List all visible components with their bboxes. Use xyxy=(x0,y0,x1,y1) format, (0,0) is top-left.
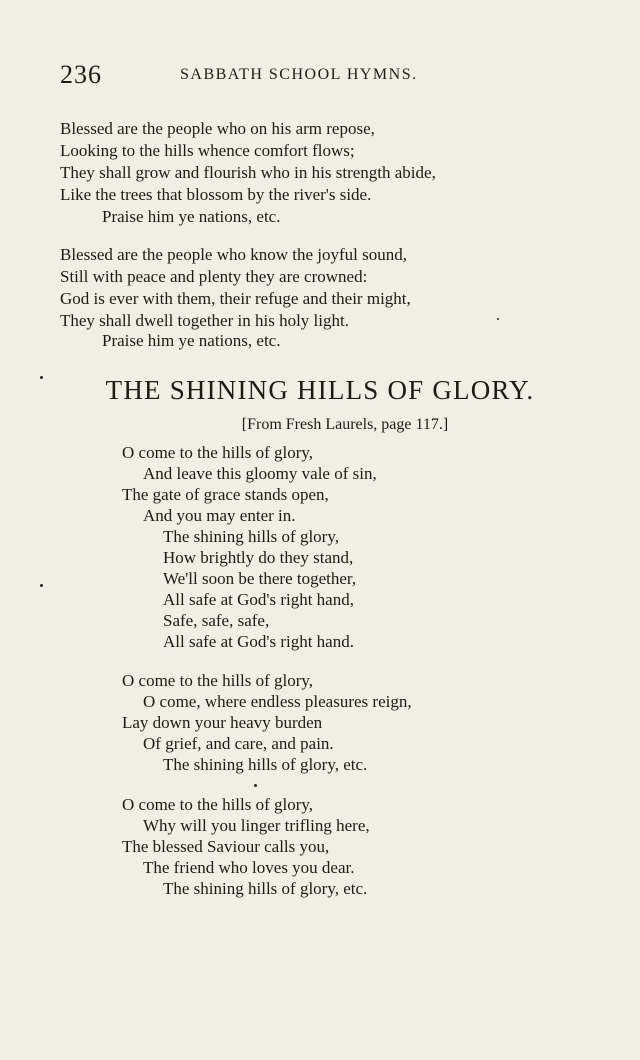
chorus-line: The shining hills of glory, etc. xyxy=(163,879,368,898)
verse-line: They shall grow and flourish who in his strength abide, xyxy=(60,163,436,182)
print-speck xyxy=(40,584,43,587)
verse-line: The friend who loves you dear. xyxy=(143,858,355,877)
verse-line: Blessed are the people who know the joyful sound, xyxy=(60,245,408,264)
print-speck xyxy=(254,784,257,787)
chorus-line: All safe at God's right hand. xyxy=(163,632,354,651)
verse-line: Blessed are the people who on his arm repose, xyxy=(60,119,375,138)
chorus-line: We'll soon be there together, xyxy=(163,569,357,588)
hymn-source: [From Fresh Laurels, page 117.] xyxy=(241,416,449,433)
verse-line: And you may enter in. xyxy=(143,506,296,525)
verse-line: O come, where endless pleasures reign, xyxy=(143,692,412,711)
chorus-line: Safe, safe, safe, xyxy=(163,611,270,630)
verse-line: O come to the hills of glory, xyxy=(122,795,314,814)
running-head: SABBATH SCHOOL HYMNS. xyxy=(180,66,418,83)
chorus-line: How brightly do they stand, xyxy=(163,548,354,567)
print-speck xyxy=(497,318,499,320)
hymn-title: THE SHINING HILLS OF GLORY. xyxy=(105,375,535,405)
verse-line: Still with peace and plenty they are crowned: xyxy=(60,267,368,286)
verse-line: O come to the hills of glory, xyxy=(122,443,314,462)
verse-line: The blessed Saviour calls you, xyxy=(122,837,330,856)
verse-line: Of grief, and care, and pain. xyxy=(143,734,334,753)
page-number: 236 xyxy=(60,60,102,89)
page-header xyxy=(60,58,580,92)
verse-line: They shall dwell together in his holy light. xyxy=(60,311,349,330)
verse-line: Lay down your heavy burden xyxy=(122,713,323,732)
refrain-line: Praise him ye nations, etc. xyxy=(102,331,281,350)
verse-line: Why will you linger trifling here, xyxy=(143,816,370,835)
verse-line: O come to the hills of glory, xyxy=(122,671,314,690)
chorus-line: The shining hills of glory, xyxy=(163,527,339,546)
chorus-line: The shining hills of glory, etc. xyxy=(163,755,368,774)
print-speck xyxy=(40,376,43,379)
verse-line: Looking to the hills whence comfort flows; xyxy=(60,141,355,160)
verse-line: Like the trees that blossom by the river's side. xyxy=(60,185,372,204)
verse-line: And leave this gloomy vale of sin, xyxy=(143,464,377,483)
verse-line: The gate of grace stands open, xyxy=(122,485,329,504)
refrain-line: Praise him ye nations, etc. xyxy=(102,207,281,226)
verse-line: God is ever with them, their refuge and their might, xyxy=(60,289,411,308)
chorus-line: All safe at God's right hand, xyxy=(163,590,354,609)
